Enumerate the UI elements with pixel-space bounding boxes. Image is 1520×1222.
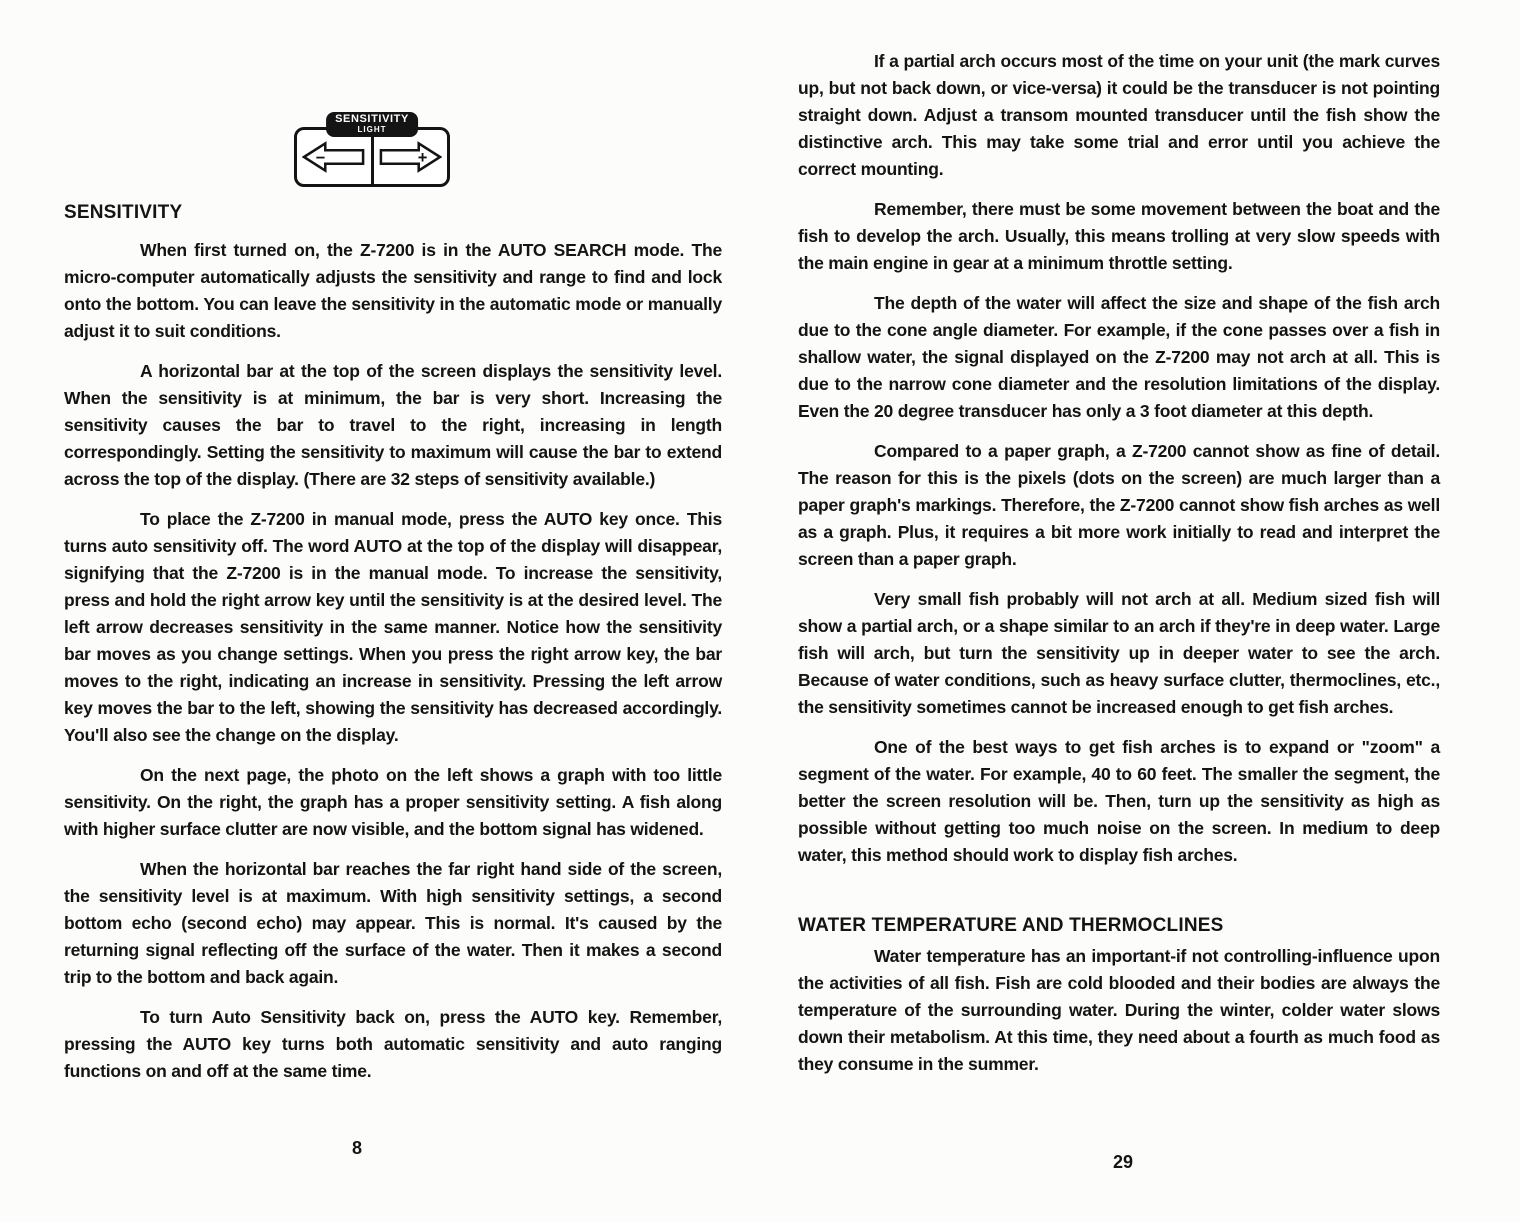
paragraph: If a partial arch occurs most of the time on your unit (the mark curves up, but not back down, or vice-versa) it could be the transducer is not pointing straight down. Adjust a transom mounted transducer until the fish show the distinctive arch. This may take some trial and error until you achieve the correct mounting. xyxy=(798,51,1440,179)
left-arrow-minus-icon xyxy=(302,139,366,175)
badge-subtitle: LIGHT xyxy=(357,124,387,134)
badge-title: SENSITIVITY xyxy=(335,113,409,125)
minus-sign: − xyxy=(315,148,325,167)
sensitivity-increase-key xyxy=(374,130,448,184)
paragraph: The depth of the water will affect the size and shape of the fish arch due to the cone angle diameter. For example, if the cone passes over a fish in shallow water, the signal displayed on the Z-7200 may not arch at all. This is due to the narrow cone diameter and the resolution limitations of the display. Even the 20 degree transducer has only a 3 foot diameter at this depth. xyxy=(798,293,1440,421)
paragraph: Remember, there must be some movement between the boat and the fish to develop the arch. Usually, this means trolling at very slow speeds with the main engine in gear at a minimum throttle setting. xyxy=(798,199,1440,273)
paragraph: One of the best ways to get fish arches is to expand or "zoom" a segment of the water. For example, 40 to 60 feet. The smaller the segment, the better the screen resolution will be. Then, turn up the sensitivity as high as possible without getting too much noise on the screen. In medium to deep water, this method should work to display fish arches. xyxy=(798,737,1440,865)
page-number-left: 8 xyxy=(352,1138,363,1158)
paragraph: Compared to a paper graph, a Z-7200 cannot show as fine of detail. The reason for this is the pixels (dots on the screen) are much larger than a paper graph's markings. Therefore, the Z-7200 cannot show fish arches as well as a graph. Plus, it requires a bit more work initially to read and interpret the screen than a paper graph. xyxy=(798,441,1440,569)
plus-sign: + xyxy=(418,148,428,167)
left-page xyxy=(64,0,722,1085)
paragraph: When the horizontal bar reaches the far right hand side of the screen, the sensitivity level is at maximum. With high sensitivity settings, a second bottom echo (second echo) may appear. This is normal. It's caused by the returning signal reflecting off the surface of the water. Then it makes a second trip to the bottom and back again. xyxy=(64,859,722,987)
paragraph: To turn Auto Sensitivity back on, press the AUTO key. Remember, pressing the AUTO key turns both automatic sensitivity and auto ranging functions on and off at the same time. xyxy=(64,1007,722,1081)
paragraph: Very small fish probably will not arch at all. Medium sized fish will show a partial arch, or a shape similar to an arch if they're in deep water. Large fish will arch, but turn the sensitivity up in deeper water to see the arch. Because of water conditions, such as heavy surface clutter, thermoclines, etc., the sensitivity sometimes cannot be increased enough to get fish arches. xyxy=(798,589,1440,717)
paragraph: On the next page, the photo on the left shows a graph with too little sensitivity. On the right, the graph has a proper sensitivity setting. A fish along with higher surface clutter are now visible, and the bottom signal has widened. xyxy=(64,765,722,839)
page-number-right: 29 xyxy=(1113,1152,1134,1172)
sensitivity-light-badge xyxy=(326,112,418,137)
paragraph: Water temperature has an important-if not controlling-influence upon the activities of all fish. Fish are cold blooded and their bodies are always the temperature of the surrounding water. During the winter, colder water slows down their metabolism. At this time, they need about a fourth as much food as they consume in the summer. xyxy=(798,946,1440,1074)
heading-sensitivity: SENSITIVITY xyxy=(64,202,183,223)
heading-water-temperature: WATER TEMPERATURE AND THERMOCLINES xyxy=(798,915,1224,936)
right-arrow-plus-icon xyxy=(378,139,442,175)
paragraph: When first turned on, the Z-7200 is in the AUTO SEARCH mode. The micro-computer automatically adjusts the sensitivity and range to find and lock onto the bottom. You can leave the sensitivity in the automatic mode or manually adjust it to suit conditions. xyxy=(64,240,722,341)
paragraph: A horizontal bar at the top of the screen displays the sensitivity level. When the sensitivity is at minimum, the bar is very short. Increasing the sensitivity causes the bar to travel to the right, increasing in length correspondingly. Setting the sensitivity to maximum will cause the bar to extend across the top of the display. (There are 32 steps of sensitivity available.) xyxy=(64,361,722,489)
sensitivity-decrease-key xyxy=(297,130,374,184)
sensitivity-keys-illustration xyxy=(294,112,450,186)
right-page xyxy=(798,48,1440,1078)
paragraph: To place the Z-7200 in manual mode, press the AUTO key once. This turns auto sensitivity off. The word AUTO at the top of the display will disappear, signifying that the Z-7200 is in the manual mode. To increase the sensitivity, press and hold the right arrow key until the sensitivity is at the desired level. The left arrow decreases sensitivity in the same manner. Notice how the sensitivity bar moves as you change settings. When you press the right arrow key, the bar moves to the right, indicating an increase in sensitivity. Pressing the left arrow key moves the bar to the left, showing the sensitivity has decreased accordingly. You'll also see the change on the display. xyxy=(64,509,722,745)
